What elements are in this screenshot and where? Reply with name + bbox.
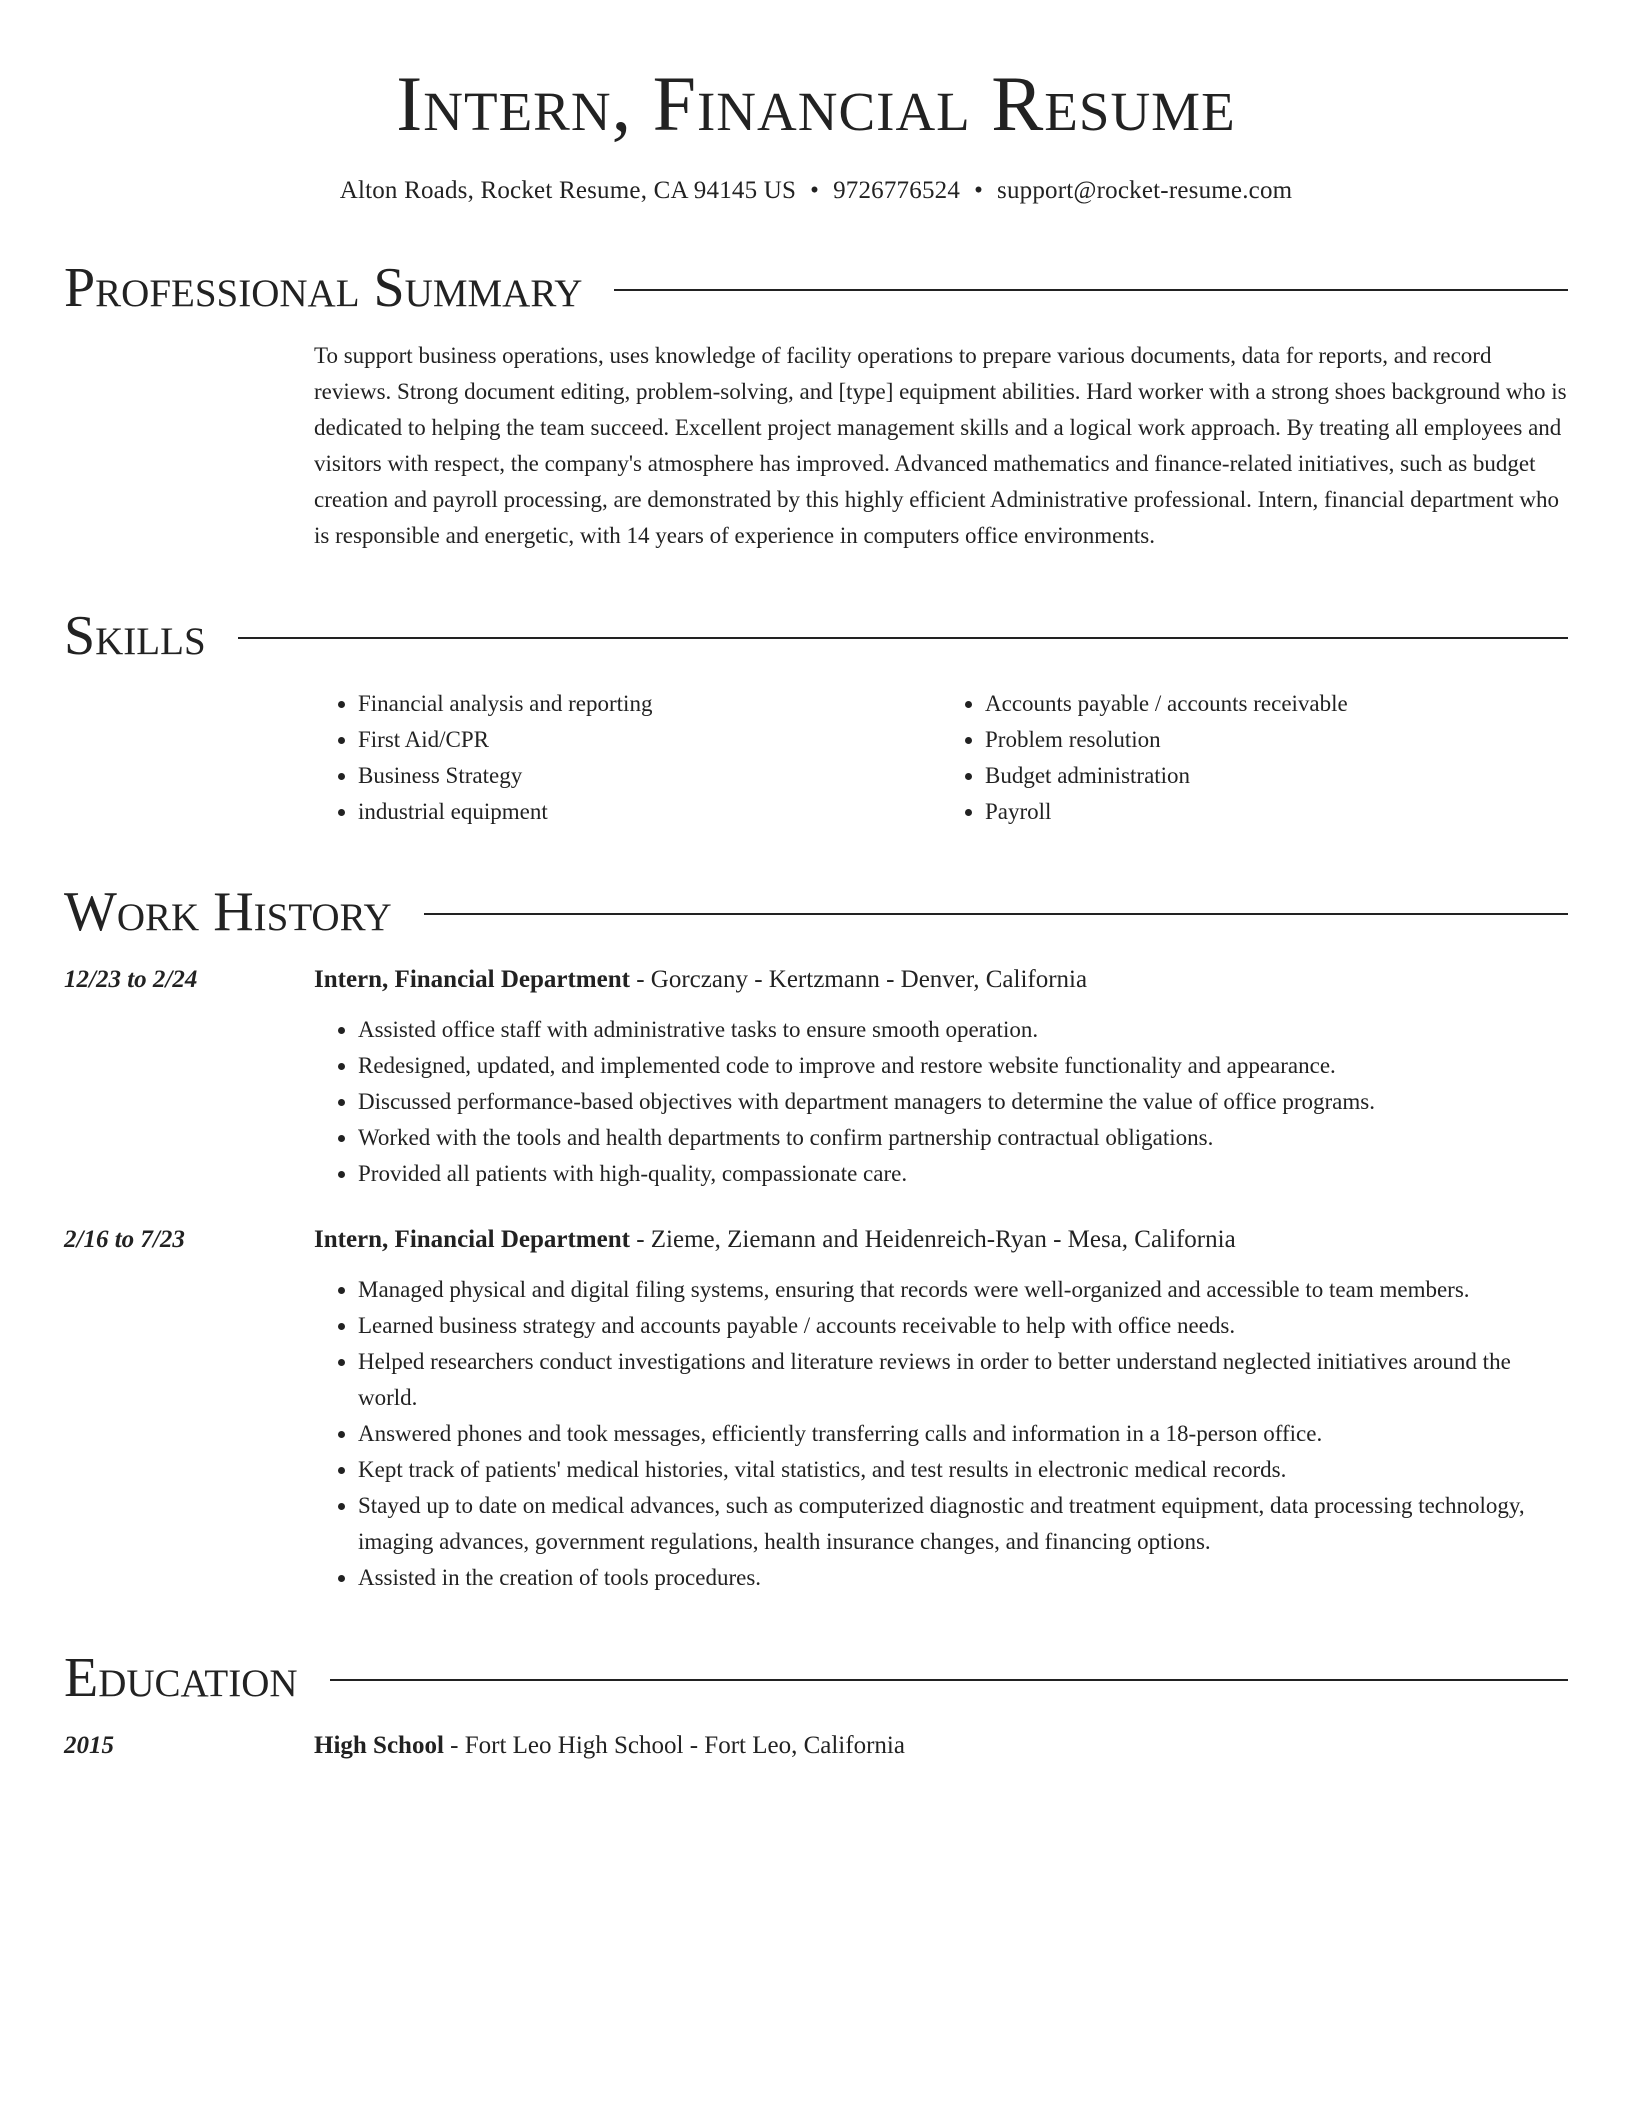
job-dates: 2/16 to 7/23 bbox=[64, 1226, 185, 1253]
job-employer: - Gorczany - Kertzmann - Denver, California bbox=[629, 966, 1088, 993]
skill-item: • Budget administration bbox=[985, 758, 1568, 794]
summary-heading: Professional Summary bbox=[64, 257, 583, 319]
job-bullet: • Provided all patients with high-quality, compassionate care. bbox=[358, 1156, 1568, 1192]
skills-list-left bbox=[314, 686, 941, 830]
contact-address: Alton Roads, Rocket Resume, CA 94145 US bbox=[339, 177, 797, 204]
job-dates: 12/23 to 2/24 bbox=[64, 966, 198, 993]
education-section-header bbox=[64, 1648, 1568, 1708]
job-bullet: • Assisted office staff with administrative tasks to ensure smooth operation. bbox=[358, 1012, 1568, 1048]
job-role: Intern, Financial Department bbox=[314, 966, 630, 993]
skill-item: • Problem resolution bbox=[985, 722, 1568, 758]
section-divider bbox=[424, 913, 1568, 915]
skills-body bbox=[314, 686, 1568, 830]
job-bullet: • Assisted in the creation of tools procedures. bbox=[358, 1560, 1568, 1596]
skill-item: • Financial analysis and reporting bbox=[358, 686, 941, 722]
summary-text: To support business operations, uses knowledge of facility operations to prepare various documents, data for reports, and record reviews. Strong document editing, problem-solving, and [type] equipment abilities. Hard worker with a strong shoes background who is dedicated to helping the team succeed. Excellent project management skills and a logical work approach. By treating all employees and visitors with respect, the company's atmosphere has improved. Advanced mathematics and finance-related initiatives, such as budget creation and payroll processing, are demonstrated by this highly efficient Administrative professional. Intern, financial department who is responsible and energetic, with 14 years of experience in computers office environments. bbox=[314, 343, 1567, 548]
section-divider bbox=[238, 637, 1568, 639]
job-entry bbox=[64, 1222, 1568, 1596]
summary-body bbox=[314, 338, 1568, 554]
job-bullet: • Managed physical and digital filing systems, ensuring that records were well-organized and accessible to team members. bbox=[358, 1272, 1568, 1308]
job-bullet: • Redesigned, updated, and implemented code to improve and restore website functionality and appearance. bbox=[358, 1048, 1568, 1084]
job-role: Intern, Financial Department bbox=[314, 1226, 630, 1253]
contact-email: support@rocket-resume.com bbox=[997, 177, 1293, 204]
work-heading: Work History bbox=[64, 881, 392, 943]
section-divider bbox=[614, 289, 1568, 291]
job-bullet: • Helped researchers conduct investigations and literature reviews in order to better understand neglected initiatives around the world. bbox=[358, 1344, 1568, 1416]
skills-section-header bbox=[64, 606, 1568, 666]
job-bullet: • Learned business strategy and accounts payable / accounts receivable to help with office needs. bbox=[358, 1308, 1568, 1344]
job-bullet-list bbox=[314, 1272, 1568, 1596]
contact-phone: 9726776524 bbox=[833, 177, 961, 204]
work-section-header bbox=[64, 882, 1568, 942]
job-bullet: • Kept track of patients' medical histories, vital statistics, and test results in electronic medical records. bbox=[358, 1452, 1568, 1488]
education-year: 2015 bbox=[64, 1732, 114, 1759]
job-bullet: • Stayed up to date on medical advances, such as computerized diagnostic and treatment equipment, data processing technology, imaging advances, government regulations, health insurance changes, and financing options. bbox=[358, 1488, 1568, 1560]
job-bullet: • Answered phones and took messages, efficiently transferring calls and information in a 18-person office. bbox=[358, 1416, 1568, 1452]
job-bullet: • Worked with the tools and health departments to confirm partnership contractual obligations. bbox=[358, 1120, 1568, 1156]
summary-section-header bbox=[64, 258, 1568, 318]
education-heading-line bbox=[314, 1728, 1568, 1764]
job-entry bbox=[64, 962, 1568, 1192]
job-details bbox=[314, 962, 1568, 1192]
job-heading bbox=[314, 962, 1568, 998]
skill-item: • Accounts payable / accounts receivable bbox=[985, 686, 1568, 722]
skill-item: • industrial equipment bbox=[358, 794, 941, 830]
contact-separator: • bbox=[810, 177, 820, 204]
job-heading bbox=[314, 1222, 1568, 1258]
job-employer: - Zieme, Ziemann and Heidenreich-Ryan - Mesa, California bbox=[629, 1226, 1236, 1253]
contact-line bbox=[64, 176, 1568, 206]
education-school: - Fort Leo High School - Fort Leo, California bbox=[443, 1732, 905, 1759]
skill-item: • First Aid/CPR bbox=[358, 722, 941, 758]
education-entry bbox=[64, 1728, 1568, 1764]
education-degree: High School bbox=[314, 1732, 444, 1759]
education-heading: Education bbox=[64, 1647, 298, 1709]
skill-item: • Business Strategy bbox=[358, 758, 941, 794]
job-bullet-list bbox=[314, 1012, 1568, 1192]
job-details bbox=[314, 1222, 1568, 1596]
skills-heading: Skills bbox=[64, 605, 206, 667]
education-details bbox=[314, 1728, 1568, 1764]
contact-separator: • bbox=[974, 177, 984, 204]
section-divider bbox=[330, 1679, 1568, 1681]
skill-item: • Payroll bbox=[985, 794, 1568, 830]
resume-title: Intern, Financial Resume bbox=[396, 60, 1236, 147]
job-bullet: • Discussed performance-based objectives with department managers to determine the value of office programs. bbox=[358, 1084, 1568, 1120]
skills-list-right bbox=[941, 686, 1568, 830]
